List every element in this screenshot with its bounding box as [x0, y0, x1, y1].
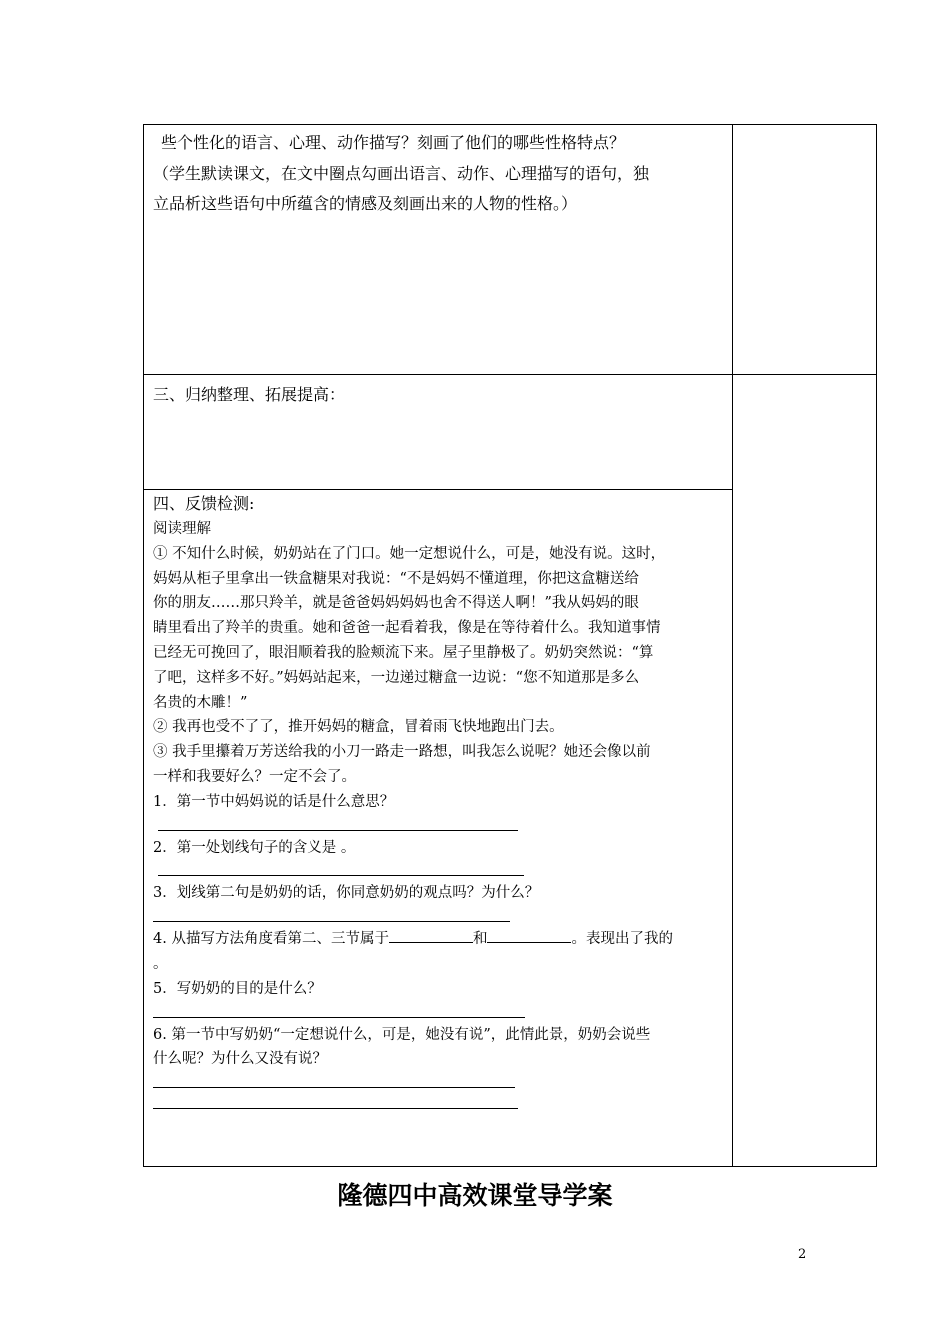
passage-line: ② 我再也受不了了，推开妈妈的糖盒，冒着雨飞快地跑出门去。	[153, 719, 564, 736]
content-cell-feedback	[143, 489, 733, 1167]
section-3-title: 三、归纳整理、拓展提高：	[153, 385, 346, 404]
page-number: 2	[798, 1247, 807, 1262]
question-4	[153, 927, 728, 952]
passage-line: 你的朋友……那只羚羊，就是爸爸妈妈妈妈也舍不得送人啊！”我从妈妈的眼	[153, 595, 639, 612]
document-title: 隆德四中高效课堂导学案	[337, 1181, 613, 1210]
notes-cell-1	[732, 124, 877, 375]
question-6-line-1: 6. 第一节中写奶奶“一定想说什么，可是，她没有说”，此情此景，奶奶会说些	[153, 1026, 651, 1043]
content-cell-continued	[143, 124, 733, 375]
questions	[153, 790, 728, 1109]
question-2: 2．第一处划线句子的含义是 。	[153, 839, 356, 856]
blank-2[interactable]	[487, 928, 571, 943]
question-3: 3．划线第二句是奶奶的话，你同意奶奶的观点吗？为什么？	[153, 885, 540, 902]
question-4-text-b: 和	[472, 931, 488, 948]
reading-subtitle: 阅读理解	[153, 521, 211, 537]
instruction-line-1: （学生默读课文，在文中圈点勾画出语言、动作、心理描写的语句，独	[153, 163, 650, 183]
answer-line-2[interactable]	[158, 860, 524, 876]
notes-cell-2	[732, 374, 877, 1167]
passage-line: 了吧，这样多不好。”妈妈站起来，一边递过糖盒一边说：“您不知道那是多么	[153, 669, 640, 686]
passage-line: 已经无可挽回了，眼泪顺着我的脸颊流下来。屋子里静极了。奶奶突然说：“算	[153, 644, 654, 661]
question-1: 1．第一节中妈妈说的话是什么意思？	[153, 793, 395, 810]
answer-line-5[interactable]	[153, 1002, 525, 1018]
passage-line: ③ 我手里攥着万芳送给我的小刀一路走一路想，叫我怎么说呢？她还会像以前	[153, 744, 651, 761]
reading-passage	[153, 542, 728, 790]
answer-line-3[interactable]	[153, 906, 510, 922]
passage-line: 妈妈从柜子里拿出一铁盒糖果对我说：“不是妈妈不懂道理，你把这盒糖送给	[153, 570, 639, 587]
question-4-text-c: 。表现出了我的	[571, 931, 673, 948]
passage-line: 名贵的木雕！”	[153, 694, 248, 711]
question-6-line-2: 什么呢？为什么又没有说？	[153, 1051, 327, 1068]
content-cell-summary	[143, 374, 733, 490]
passage-line: 一样和我要好么？一定不会了。	[153, 768, 356, 785]
answer-line-6a[interactable]	[153, 1072, 515, 1088]
question-5: 5．写奶奶的目的是什么？	[153, 980, 322, 997]
instruction-line-2: 立品析这些语句中所蕴含的情感及刻画出来的人物的性格。）	[153, 194, 578, 213]
passage-line: ① 不知什么时候，奶奶站在了门口。她一定想说什么，可是，她没有说。这时，	[153, 545, 666, 562]
question-4-text-a: 4. 从描写方法角度看第二、三节属于	[153, 931, 389, 948]
question-4-end: 。	[153, 955, 168, 972]
worksheet-table	[143, 124, 877, 1167]
answer-line-6b[interactable]	[153, 1093, 518, 1109]
section-4-title: 四、反馈检测:	[153, 494, 255, 513]
question-continued-line: 些个性化的语言、心理、动作描写？刻画了他们的哪些性格特点？	[161, 133, 626, 152]
passage-line: 睛里看出了羚羊的贵重。她和爸爸一起看着我，像是在等待着什么。我知道事情	[153, 620, 661, 637]
answer-line-1[interactable]	[158, 815, 518, 831]
blank-1[interactable]	[389, 928, 473, 943]
